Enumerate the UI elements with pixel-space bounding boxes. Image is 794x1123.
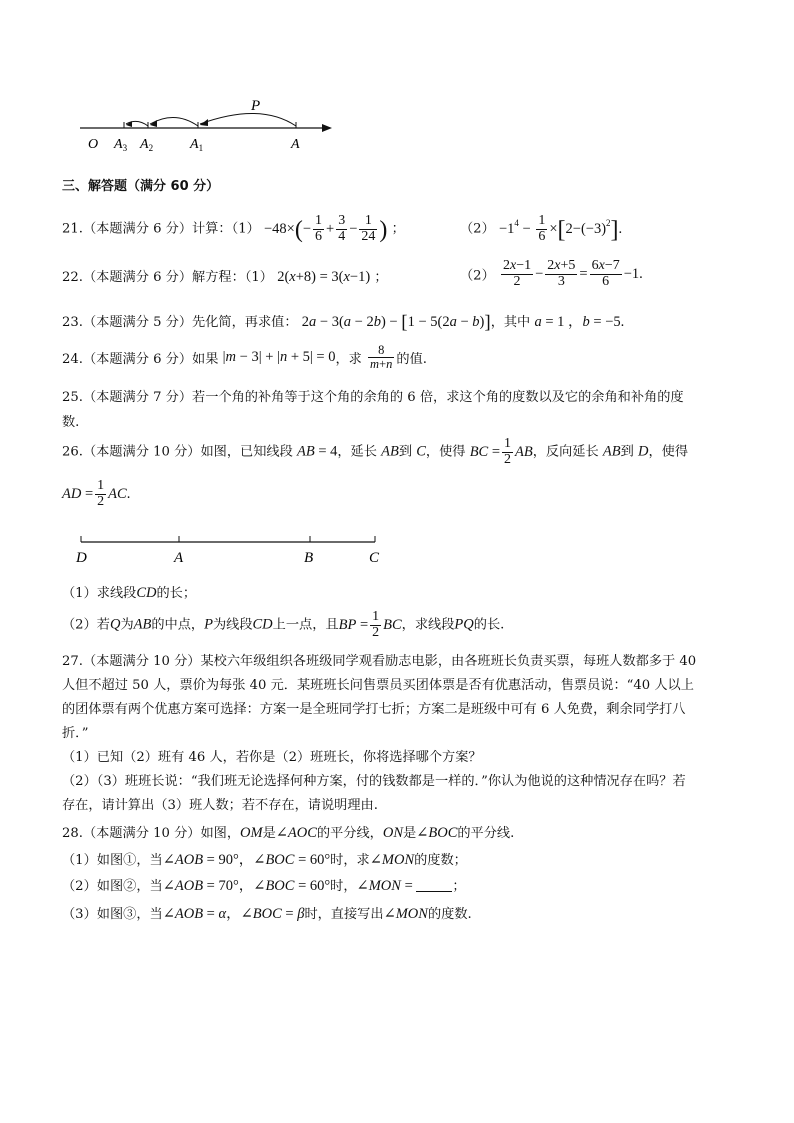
question-26-sub2: （2）若Q为AB的中点，P为线段CD上一点，且BP = $\frac{1}{2}$ BC，求线段PQ的长. [62,609,505,640]
q24-fraction: $\frac{8}{m+n}$ [370,343,393,372]
question-27-part2-line2: 存在，请计算出（3）班人数；若不存在，请说明理由. [62,798,378,813]
question-26-sub1: （1）求线段CD的长； [62,585,197,601]
segment-label-C: C [369,550,380,566]
q23-values: a = 1 ，b = −5. [534,314,625,330]
point-label-O: O [88,137,99,152]
question-21: 21.（本题满分 6 分）计算：（1） −48×(− $\frac{1}{6}$ + $\frac{3}{4}$ − $\frac{1}{24}$ ) ； [62,213,405,244]
segment-label-B: B [304,550,314,566]
segment-label-D: D [76,550,87,566]
q23-tail: ，其中 [490,315,531,330]
q22-part2-label: （2） [460,268,495,284]
segment-label-A: A [174,550,184,566]
question-27-part1: （1）已知（2）班有 46 人，若你是（2）班班长，你将选择哪个方案？ [62,750,482,765]
q21-part2-label: （2） [460,221,495,237]
point-label-A1: $A_1$ [190,137,204,153]
q21-expr2: $-1^4$ − $\frac{1}{6}$ $\times[2-(-3)^2]$. [498,213,623,244]
question-22-part2 [460,259,643,289]
point-label-P: P [251,98,261,114]
point-label-A2: $A_2$ [140,137,154,153]
q24-condition: |m − 3| + |n + 5| = 0 [222,349,336,366]
q22-head: 22.（本题满分 6 分）解方程：（1） [62,270,273,285]
q22-expr1: 2(x+8) = 3(x−1) [277,269,371,285]
question-21-part2 [460,214,622,244]
q21-expr1: −48×(− $\frac{1}{6}$ + $\frac{3}{4}$ − $\frac{1}{24}$ ) [264,213,388,244]
question-23 [62,310,624,331]
number-line-figure [70,90,350,160]
question-25-line2: 数. [62,415,80,430]
question-28-sub2: （2）如图②，当∠AOB = 70°，∠BOC = 60°时，∠MON = ； [62,878,466,894]
question-27-part2-line1: （2）（3）班班长说：“我们班无论选择何种方案，付的钱数都是一样的．”你认为他说的这种情况存在吗？若 [62,774,686,789]
q23-head: 23.（本题满分 5 分）先化简，再求值： [62,315,298,330]
question-27-line2: 人但不超过 50 人，票价为每张 40 元．某班班长问售票员买团体票是否有优惠活动，售票员说：“40 人以上 [62,678,694,693]
question-26-line2: AD = $\frac{1}{2}$ AC. [62,478,131,509]
question-28-sub1: （1）如图①，当∠AOB = 90°，∠BOC = 60°时，求∠MON的度数； [62,852,467,868]
question-25-line1: 25.（本题满分 7 分）若一个角的补角等于这个角的余角的 6 倍，求这个角的度数以及它的余角和补角的度 [62,390,684,405]
point-label-A3: $A_3$ [114,137,128,153]
question-28: 28.（本题满分 10 分）如图，OM是∠AOC的平分线，ON是∠BOC的平分线. [62,825,515,841]
q23-expr: 2a − 3(a − 2b) − [1 − 5(2a − b)] [301,312,491,333]
question-24 [62,344,427,371]
q24-head: 24.（本题满分 6 分）如果 [62,352,219,368]
question-22: 22.（本题满分 6 分）解方程：（1） 2(x+8) = 3(x−1) ； [62,269,388,285]
question-28-sub3: （3）如图③，当∠AOB = α，∠BOC = β时，直接写出∠MON的度数. [62,906,472,922]
question-26-line1: 26.（本题满分 10 分）如图，已知线段 AB = 4，延长 AB到 C，使得 BC = $\frac{1}{2}$ AB，反向延长 AB到 D，使得 [62,436,689,467]
question-27-line3: 的团体票有两个优惠方案可选择：方案一是全班同学打七折；方案二是班级中可有 6 人免费，剩余同学打八 [62,702,686,717]
answer-blank[interactable] [416,879,452,892]
q21-head: 21.（本题满分 6 分）计算：（1） [62,221,260,237]
segment-figure [70,530,390,570]
question-27-line4: 折．” [62,726,89,741]
point-label-A: A [291,137,300,152]
question-27-line1: 27.（本题满分 10 分）某校六年级组织各班级同学观看励志电影，由各班班长负责买票，每班人数都多于 40 [62,654,697,669]
q24-mid: ，求 [335,352,362,368]
q22-expr2: $\frac{2x-1}{2}$ − $\frac{2x+5}{3}$ = $\frac{6x-7}{6}$ −1. [502,258,643,289]
q24-tail: 的值. [396,352,427,368]
section-title: 三、解答题（满分 60 分） [62,179,220,194]
